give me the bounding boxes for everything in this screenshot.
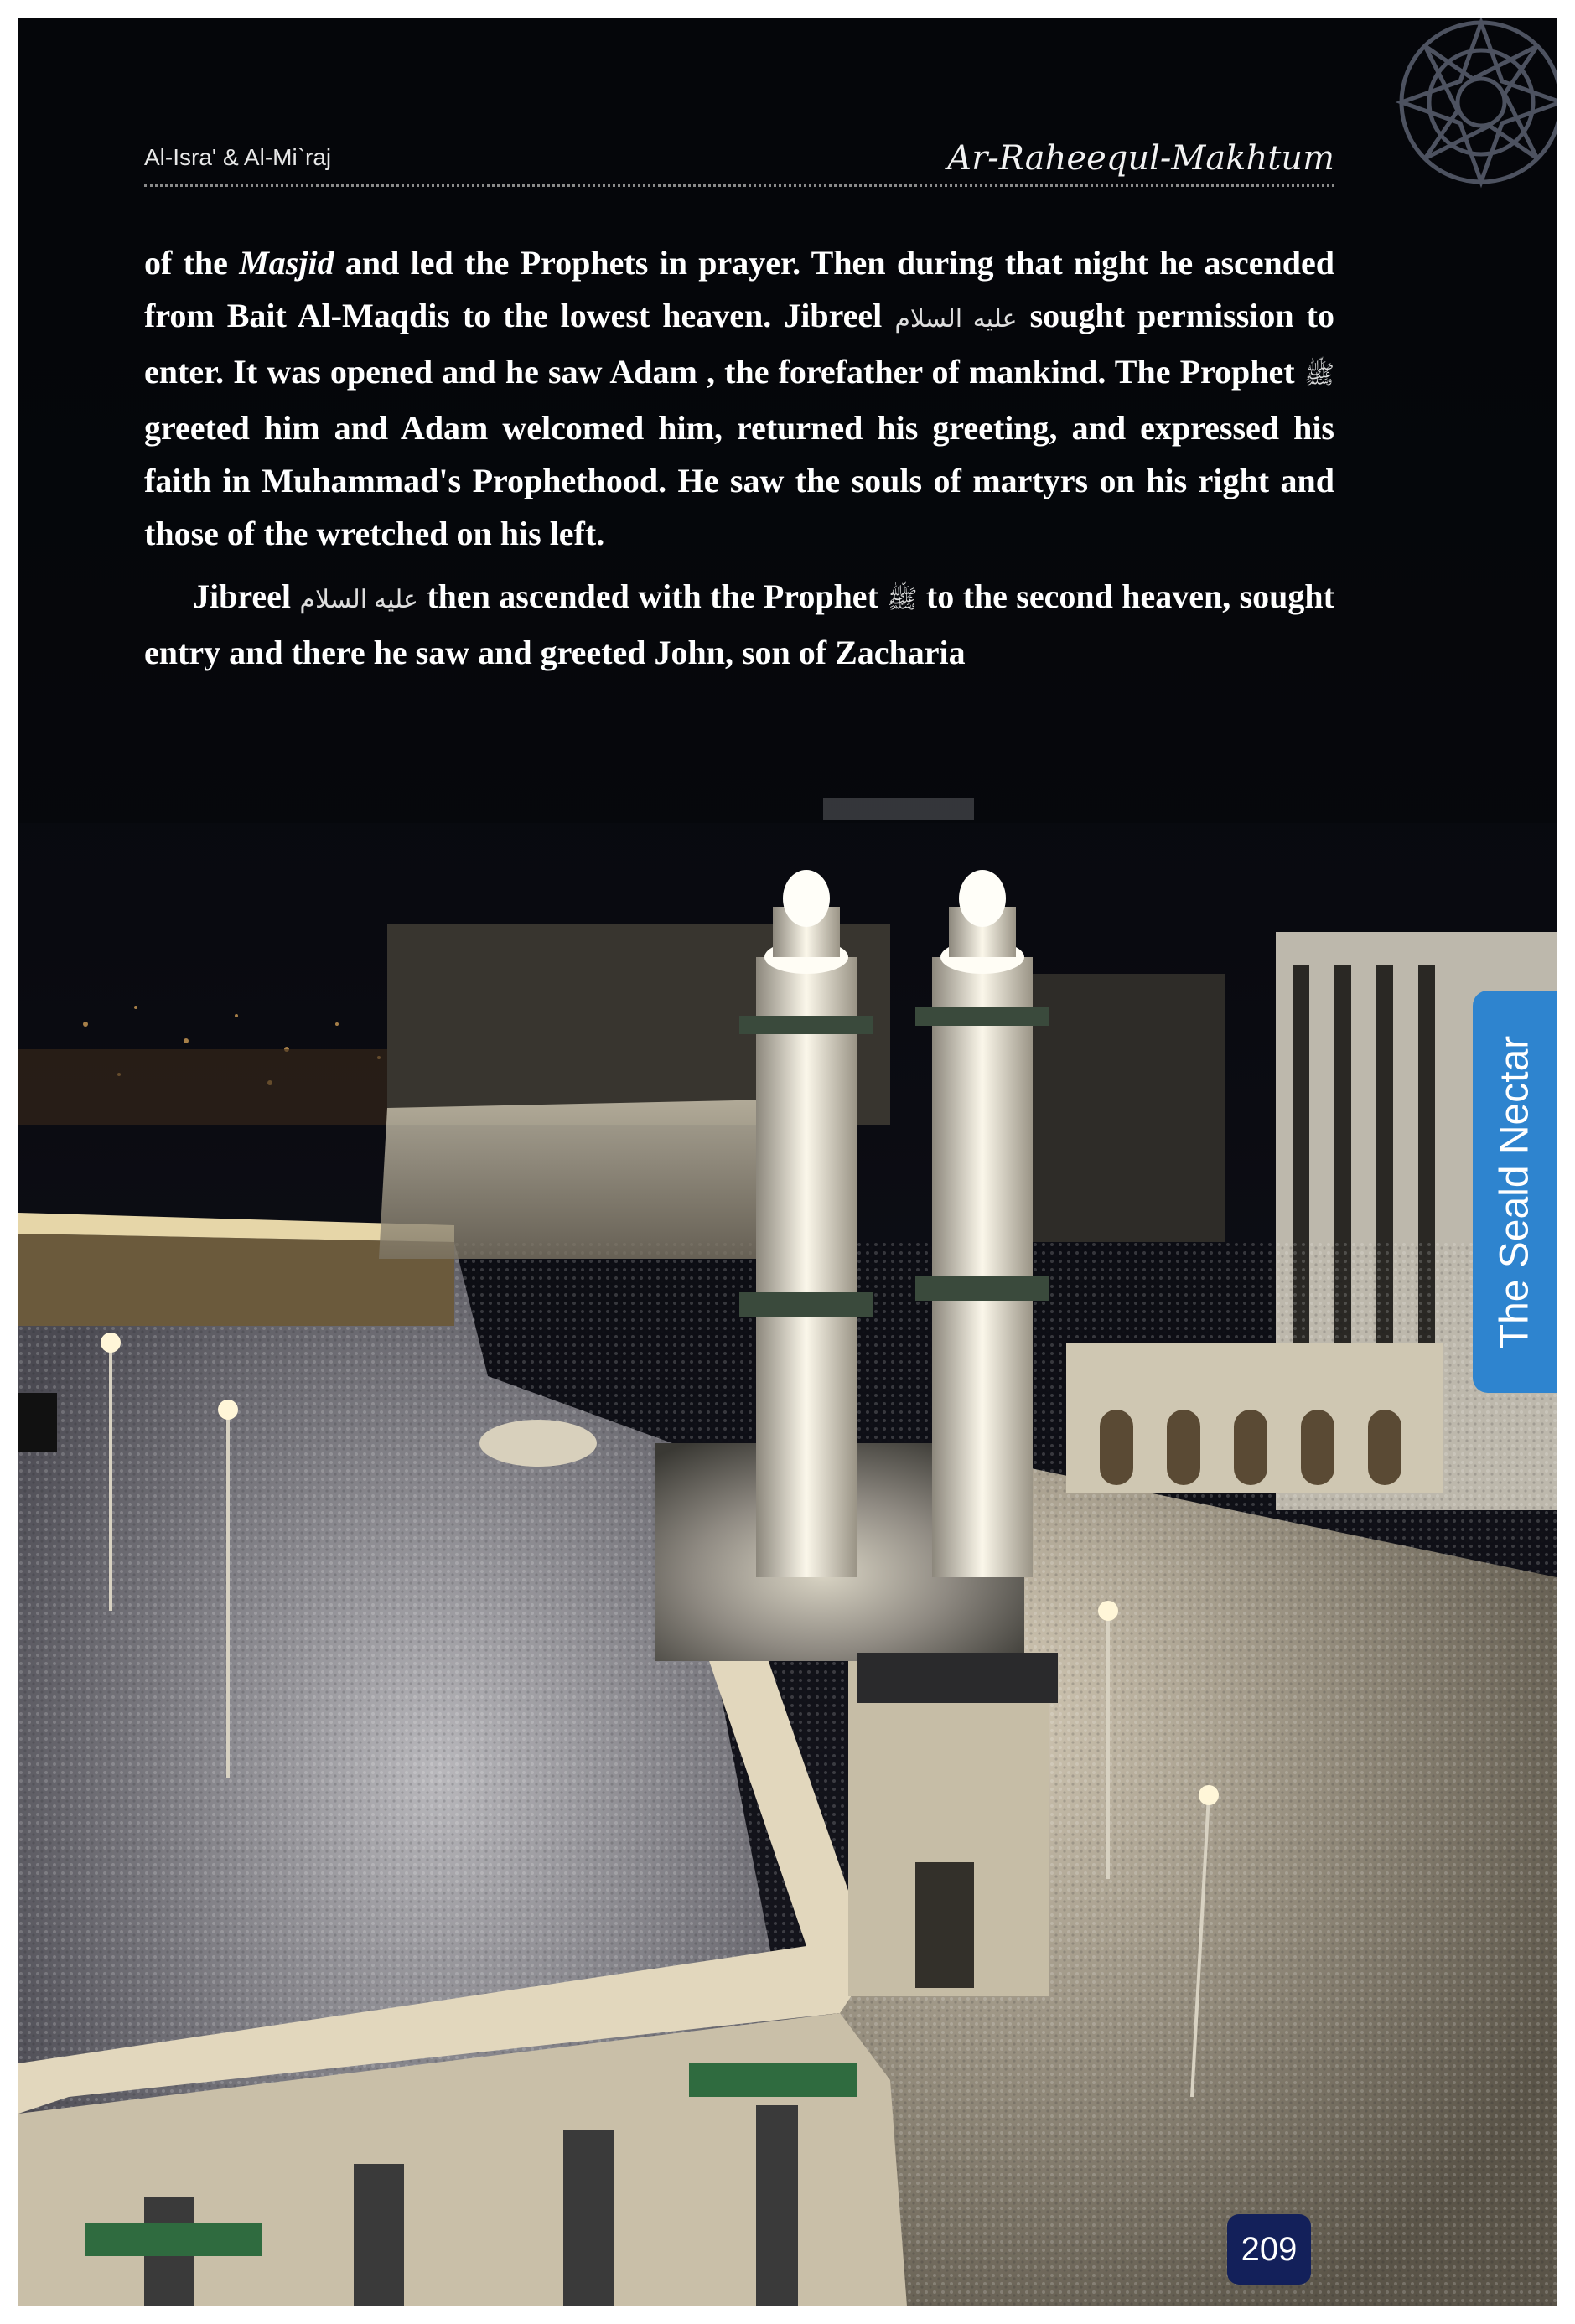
masjid-term: Masjid xyxy=(239,244,334,282)
text-span: Jibreel xyxy=(193,577,300,615)
text-span: then ascended with the Prophet xyxy=(417,577,888,615)
side-tab xyxy=(1473,991,1557,1393)
text-span: greeted him and Adam welcomed him, returned his greeting, and expressed his faith in Muhammad's Prophethood. He saw the souls of martyrs on his right and those of the wretched on his left. xyxy=(144,409,1334,552)
floral-ornament xyxy=(1347,18,1557,220)
page xyxy=(18,18,1557,2306)
paragraph-1 xyxy=(144,236,1334,560)
text-span: to the second heaven, sought entry and there he saw and greeted John, son of Zacharia xyxy=(144,577,1334,671)
page-number: 209 xyxy=(1227,2214,1311,2285)
honorific-glyph: عليه السلام xyxy=(299,586,418,613)
text-span: sought permission to enter. It was opened and he saw Adam , the forefather of mankind. The Prophet xyxy=(144,297,1335,391)
text-span: and led the Prophets in prayer. Then during that night he ascended from Bait Al-Maqdis to the lowest heaven. Jibreel xyxy=(144,244,1335,334)
text-span: of the xyxy=(144,244,240,282)
paragraph-2 xyxy=(144,570,1334,679)
side-tab-label: The Seald Nectar xyxy=(1492,1035,1537,1348)
honorific-glyph: ﷺ xyxy=(887,586,918,613)
running-header xyxy=(144,127,1334,194)
book-title: Ar-Raheequl-Makhtum xyxy=(947,139,1334,178)
header-rule xyxy=(144,184,1334,187)
honorific-glyph: عليه السلام xyxy=(894,305,1018,333)
body-text xyxy=(144,236,1334,679)
honorific-glyph: ﷺ xyxy=(1303,361,1334,389)
chapter-title: Al-Isra' & Al-Mi`raj xyxy=(144,144,332,170)
